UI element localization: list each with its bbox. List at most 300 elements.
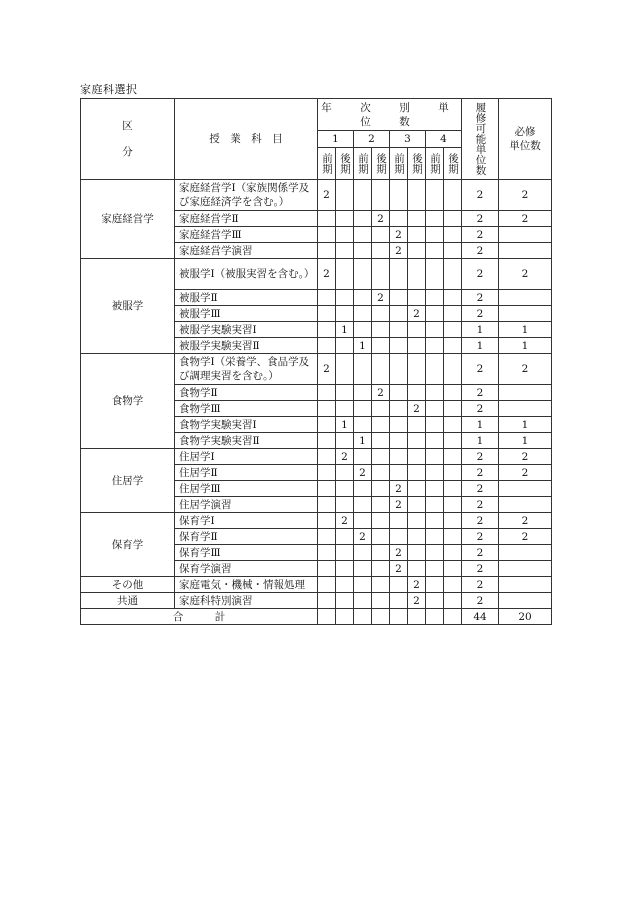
credit-cell [318, 401, 336, 417]
credit-cell [354, 577, 372, 593]
required-cell: 2 [499, 259, 552, 290]
term-label: 前期 [393, 153, 405, 174]
registrable-cell: 2 [462, 401, 499, 417]
table-row [81, 259, 552, 290]
subject-cell: 食物学実験実習Ⅰ [175, 417, 318, 433]
credit-cell: 2 [354, 529, 372, 545]
credit-cell [390, 259, 408, 290]
credit-cell [390, 433, 408, 449]
registrable-cell: 2 [462, 593, 499, 609]
header-term [390, 148, 408, 180]
credit-cell [408, 529, 426, 545]
credit-cell: 2 [408, 306, 426, 322]
required-cell [499, 481, 552, 497]
credit-cell [408, 227, 426, 243]
credit-cell [390, 465, 408, 481]
credit-cell: 2 [336, 513, 354, 529]
category-cell: 家庭経営学 [81, 180, 175, 259]
credit-cell [444, 561, 462, 577]
credit-cell [444, 259, 462, 290]
header-term [318, 148, 336, 180]
required-cell: 1 [499, 417, 552, 433]
credit-cell [336, 290, 354, 306]
credit-cell [354, 354, 372, 385]
credit-cell [354, 243, 372, 259]
required-cell [499, 577, 552, 593]
subject-cell: 被服学Ⅲ [175, 306, 318, 322]
credit-cell [372, 306, 390, 322]
credit-cell [390, 529, 408, 545]
registrable-cell: 2 [462, 180, 499, 211]
credit-cell [390, 513, 408, 529]
credit-cell [372, 433, 390, 449]
credit-cell [408, 354, 426, 385]
required-cell [499, 561, 552, 577]
credit-cell [318, 243, 336, 259]
credit-cell [408, 243, 426, 259]
subject-cell: 食物学Ⅱ [175, 385, 318, 401]
header-required [499, 99, 552, 180]
credit-cell [318, 465, 336, 481]
credit-cell [426, 513, 444, 529]
credit-cell [390, 385, 408, 401]
credit-cell [354, 401, 372, 417]
credit-cell [408, 259, 426, 290]
credit-cell: 1 [336, 322, 354, 338]
credit-cell [372, 417, 390, 433]
credit-cell [336, 561, 354, 577]
credit-cell [444, 593, 462, 609]
category-cell: その他 [81, 577, 175, 593]
credit-cell [444, 180, 462, 211]
credit-cell [318, 481, 336, 497]
registrable-cell: 2 [462, 497, 499, 513]
credit-cell [444, 417, 462, 433]
credit-cell [444, 449, 462, 465]
credit-cell [372, 545, 390, 561]
header-term [336, 148, 354, 180]
credit-cell: 2 [390, 561, 408, 577]
credit-cell [372, 561, 390, 577]
credit-cell [336, 497, 354, 513]
credit-cell [426, 338, 444, 354]
credit-cell [426, 497, 444, 513]
total-registrable: 44 [462, 609, 499, 625]
table-row [81, 593, 552, 609]
credit-cell [372, 338, 390, 354]
registrable-cell: 2 [462, 577, 499, 593]
credit-cell: 2 [354, 465, 372, 481]
credit-cell [372, 354, 390, 385]
credit-cell [408, 545, 426, 561]
credit-cell [408, 211, 426, 227]
credit-cell [390, 354, 408, 385]
registrable-cell: 1 [462, 433, 499, 449]
credit-cell: 2 [390, 545, 408, 561]
credit-cell [444, 243, 462, 259]
credit-cell [336, 465, 354, 481]
credit-cell [354, 561, 372, 577]
credit-cell [426, 593, 444, 609]
subject-cell: 家庭経営学Ⅱ [175, 211, 318, 227]
table-row [81, 513, 552, 529]
header-category [81, 99, 175, 180]
credit-cell [426, 227, 444, 243]
credit-cell [408, 338, 426, 354]
table-body [81, 180, 552, 609]
credit-cell [426, 306, 444, 322]
credit-cell [336, 593, 354, 609]
credit-cell [336, 401, 354, 417]
credit-cell: 1 [354, 433, 372, 449]
total-required: 20 [499, 609, 552, 625]
credit-cell [354, 290, 372, 306]
subject-cell: 家庭経営学Ⅲ [175, 227, 318, 243]
required-cell: 2 [499, 211, 552, 227]
credit-cell [318, 417, 336, 433]
subject-cell: 住居学Ⅲ [175, 481, 318, 497]
registrable-cell: 1 [462, 338, 499, 354]
total-label: 合 計 [81, 609, 318, 625]
credit-cell [336, 433, 354, 449]
credit-table [80, 98, 552, 625]
credit-cell [444, 465, 462, 481]
required-cell: 2 [499, 354, 552, 385]
registrable-cell: 2 [462, 449, 499, 465]
credit-cell [426, 433, 444, 449]
credit-cell [372, 322, 390, 338]
credit-cell [354, 322, 372, 338]
credit-cell [390, 338, 408, 354]
header-year-1: 1 [318, 131, 354, 148]
credit-cell: 1 [336, 417, 354, 433]
credit-cell [318, 338, 336, 354]
credit-cell [426, 545, 444, 561]
credit-cell [444, 497, 462, 513]
header-required-line2: 単位数 [509, 140, 541, 152]
credit-cell [354, 513, 372, 529]
credit-cell [336, 306, 354, 322]
credit-cell: 2 [390, 243, 408, 259]
credit-cell [444, 433, 462, 449]
credit-cell [426, 401, 444, 417]
credit-cell [318, 433, 336, 449]
credit-cell [336, 338, 354, 354]
registrable-cell: 2 [462, 243, 499, 259]
credit-cell [408, 180, 426, 211]
registrable-cell: 2 [462, 290, 499, 306]
credit-cell [426, 211, 444, 227]
credit-cell [426, 577, 444, 593]
registrable-cell: 2 [462, 545, 499, 561]
credit-cell [390, 211, 408, 227]
table-row [81, 449, 552, 465]
credit-cell [444, 529, 462, 545]
credit-cell [372, 465, 390, 481]
credit-cell: 2 [372, 385, 390, 401]
required-cell [499, 243, 552, 259]
required-cell: 2 [499, 513, 552, 529]
credit-cell [354, 306, 372, 322]
required-cell: 1 [499, 322, 552, 338]
credit-cell: 2 [390, 497, 408, 513]
registrable-cell: 2 [462, 529, 499, 545]
required-cell [499, 227, 552, 243]
credit-cell [444, 385, 462, 401]
category-cell: 食物学 [81, 354, 175, 449]
header-term [426, 148, 444, 180]
credit-cell: 2 [390, 227, 408, 243]
credit-cell [408, 497, 426, 513]
subject-cell: 被服学Ⅱ [175, 290, 318, 306]
credit-cell [354, 385, 372, 401]
credit-cell [372, 243, 390, 259]
category-cell: 保育学 [81, 513, 175, 577]
credit-cell [318, 449, 336, 465]
credit-cell [336, 259, 354, 290]
table-cell [408, 609, 426, 625]
credit-cell [336, 577, 354, 593]
credit-cell [372, 577, 390, 593]
credit-cell: 2 [408, 577, 426, 593]
credit-cell [426, 259, 444, 290]
credit-cell [444, 401, 462, 417]
registrable-cell: 2 [462, 561, 499, 577]
credit-cell [426, 385, 444, 401]
credit-cell [426, 481, 444, 497]
table-cell [354, 609, 372, 625]
credit-cell [408, 417, 426, 433]
required-cell [499, 545, 552, 561]
credit-cell [444, 354, 462, 385]
table-cell [444, 609, 462, 625]
credit-cell [444, 322, 462, 338]
registrable-cell: 2 [462, 354, 499, 385]
credit-cell [372, 180, 390, 211]
subject-cell: 保育学Ⅱ [175, 529, 318, 545]
header-term [354, 148, 372, 180]
credit-cell [336, 385, 354, 401]
term-label: 前期 [357, 153, 369, 174]
credit-cell [408, 481, 426, 497]
registrable-cell: 2 [462, 227, 499, 243]
subject-cell: 被服学Ⅰ（被服実習を含む。） [175, 259, 318, 290]
required-cell: 2 [499, 449, 552, 465]
credit-cell [318, 497, 336, 513]
header-category-bottom: 分 [122, 146, 133, 158]
header-registrable-text: 履修可能単位数 [474, 102, 487, 176]
credit-cell [318, 227, 336, 243]
credit-cell [354, 180, 372, 211]
credit-cell [354, 497, 372, 513]
credit-cell [318, 306, 336, 322]
required-cell [499, 593, 552, 609]
credit-cell [408, 433, 426, 449]
subject-cell: 住居学Ⅱ [175, 465, 318, 481]
table-row [81, 180, 552, 211]
required-cell [499, 401, 552, 417]
credit-cell [372, 513, 390, 529]
credit-cell [444, 227, 462, 243]
subject-cell: 食物学Ⅰ（栄養学、食品学及び調理実習を含む。） [175, 354, 318, 385]
subject-cell: 保育学演習 [175, 561, 318, 577]
credit-cell [444, 545, 462, 561]
category-cell: 住居学 [81, 449, 175, 513]
credit-cell [426, 354, 444, 385]
table-cell [426, 609, 444, 625]
credit-cell [426, 417, 444, 433]
credit-cell: 2 [318, 180, 336, 211]
table-cell [336, 609, 354, 625]
credit-cell [390, 180, 408, 211]
credit-cell [336, 529, 354, 545]
credit-cell [318, 513, 336, 529]
registrable-cell: 2 [462, 259, 499, 290]
credit-cell [408, 322, 426, 338]
credit-cell [444, 211, 462, 227]
credit-cell [444, 338, 462, 354]
credit-cell [336, 211, 354, 227]
category-cell: 共通 [81, 593, 175, 609]
credit-cell: 1 [354, 338, 372, 354]
credit-cell [372, 529, 390, 545]
subject-cell: 家庭経営学演習 [175, 243, 318, 259]
credit-cell [372, 401, 390, 417]
credit-cell [372, 593, 390, 609]
header-year-3: 3 [390, 131, 426, 148]
credit-cell [390, 306, 408, 322]
header-term [408, 148, 426, 180]
required-cell [499, 290, 552, 306]
credit-cell: 2 [408, 401, 426, 417]
credit-cell [390, 290, 408, 306]
credit-cell [354, 545, 372, 561]
total-row [81, 609, 552, 625]
registrable-cell: 2 [462, 385, 499, 401]
credit-cell: 2 [408, 593, 426, 609]
credit-cell [318, 211, 336, 227]
credit-cell [390, 449, 408, 465]
subject-cell: 家庭電気・機械・情報処理 [175, 577, 318, 593]
credit-cell [372, 481, 390, 497]
registrable-cell: 2 [462, 211, 499, 227]
credit-cell [336, 481, 354, 497]
credit-cell [336, 227, 354, 243]
credit-cell [318, 545, 336, 561]
term-label: 前期 [429, 153, 441, 174]
header-subject: 授 業 科 目 [175, 99, 318, 180]
subject-cell: 食物学実験実習Ⅱ [175, 433, 318, 449]
header-required-line1: 必修 [514, 126, 536, 138]
header-category-top: 区 [122, 120, 133, 132]
credit-cell: 2 [318, 354, 336, 385]
subject-cell: 住居学Ⅰ [175, 449, 318, 465]
term-label: 後期 [375, 153, 387, 174]
credit-cell [426, 243, 444, 259]
credit-cell [318, 385, 336, 401]
subject-cell: 被服学実験実習Ⅰ [175, 322, 318, 338]
subject-cell: 住居学演習 [175, 497, 318, 513]
credit-cell [354, 259, 372, 290]
header-term [372, 148, 390, 180]
credit-cell [408, 465, 426, 481]
credit-cell [354, 417, 372, 433]
credit-cell [354, 211, 372, 227]
document-title: 家庭科選択 [80, 83, 138, 96]
credit-cell [408, 561, 426, 577]
header-year-group: 年 次 別 単 位 数 [318, 99, 462, 131]
required-cell: 2 [499, 465, 552, 481]
credit-cell [426, 322, 444, 338]
credit-cell [426, 529, 444, 545]
term-label: 後期 [411, 153, 423, 174]
term-label: 後期 [447, 153, 459, 174]
credit-cell [372, 227, 390, 243]
header-year-2: 2 [354, 131, 390, 148]
credit-cell [426, 561, 444, 577]
credit-cell: 2 [372, 211, 390, 227]
credit-cell [336, 354, 354, 385]
term-label: 後期 [339, 153, 351, 174]
credit-cell [444, 513, 462, 529]
credit-cell [408, 290, 426, 306]
credit-cell [336, 243, 354, 259]
registrable-cell: 2 [462, 465, 499, 481]
table-row [81, 354, 552, 385]
subject-cell: 保育学Ⅰ [175, 513, 318, 529]
header-year-4: 4 [426, 131, 462, 148]
subject-cell: 食物学Ⅲ [175, 401, 318, 417]
credit-cell [336, 545, 354, 561]
credit-cell [372, 449, 390, 465]
subject-cell: 家庭経営学Ⅰ（家族関係学及び家庭経済学を含む。） [175, 180, 318, 211]
header-term [444, 148, 462, 180]
registrable-cell: 1 [462, 322, 499, 338]
credit-cell [408, 513, 426, 529]
table-cell [390, 609, 408, 625]
credit-cell [426, 290, 444, 306]
credit-cell: 2 [318, 259, 336, 290]
credit-cell [426, 465, 444, 481]
required-cell: 2 [499, 180, 552, 211]
table-cell [318, 609, 336, 625]
credit-cell [354, 227, 372, 243]
credit-cell [444, 577, 462, 593]
credit-cell: 2 [390, 481, 408, 497]
term-label: 前期 [321, 153, 333, 174]
registrable-cell: 2 [462, 306, 499, 322]
table-cell [372, 609, 390, 625]
credit-cell [318, 322, 336, 338]
credit-cell [390, 577, 408, 593]
required-cell [499, 306, 552, 322]
credit-cell [354, 449, 372, 465]
subject-cell: 家庭科特別演習 [175, 593, 318, 609]
credit-cell [336, 180, 354, 211]
credit-cell [390, 322, 408, 338]
required-cell: 1 [499, 433, 552, 449]
required-cell: 1 [499, 338, 552, 354]
credit-cell [318, 561, 336, 577]
credit-cell [318, 529, 336, 545]
credit-cell [318, 290, 336, 306]
credit-cell [390, 593, 408, 609]
credit-cell: 2 [372, 290, 390, 306]
credit-cell [354, 593, 372, 609]
required-cell [499, 497, 552, 513]
credit-cell [372, 497, 390, 513]
credit-cell [444, 306, 462, 322]
